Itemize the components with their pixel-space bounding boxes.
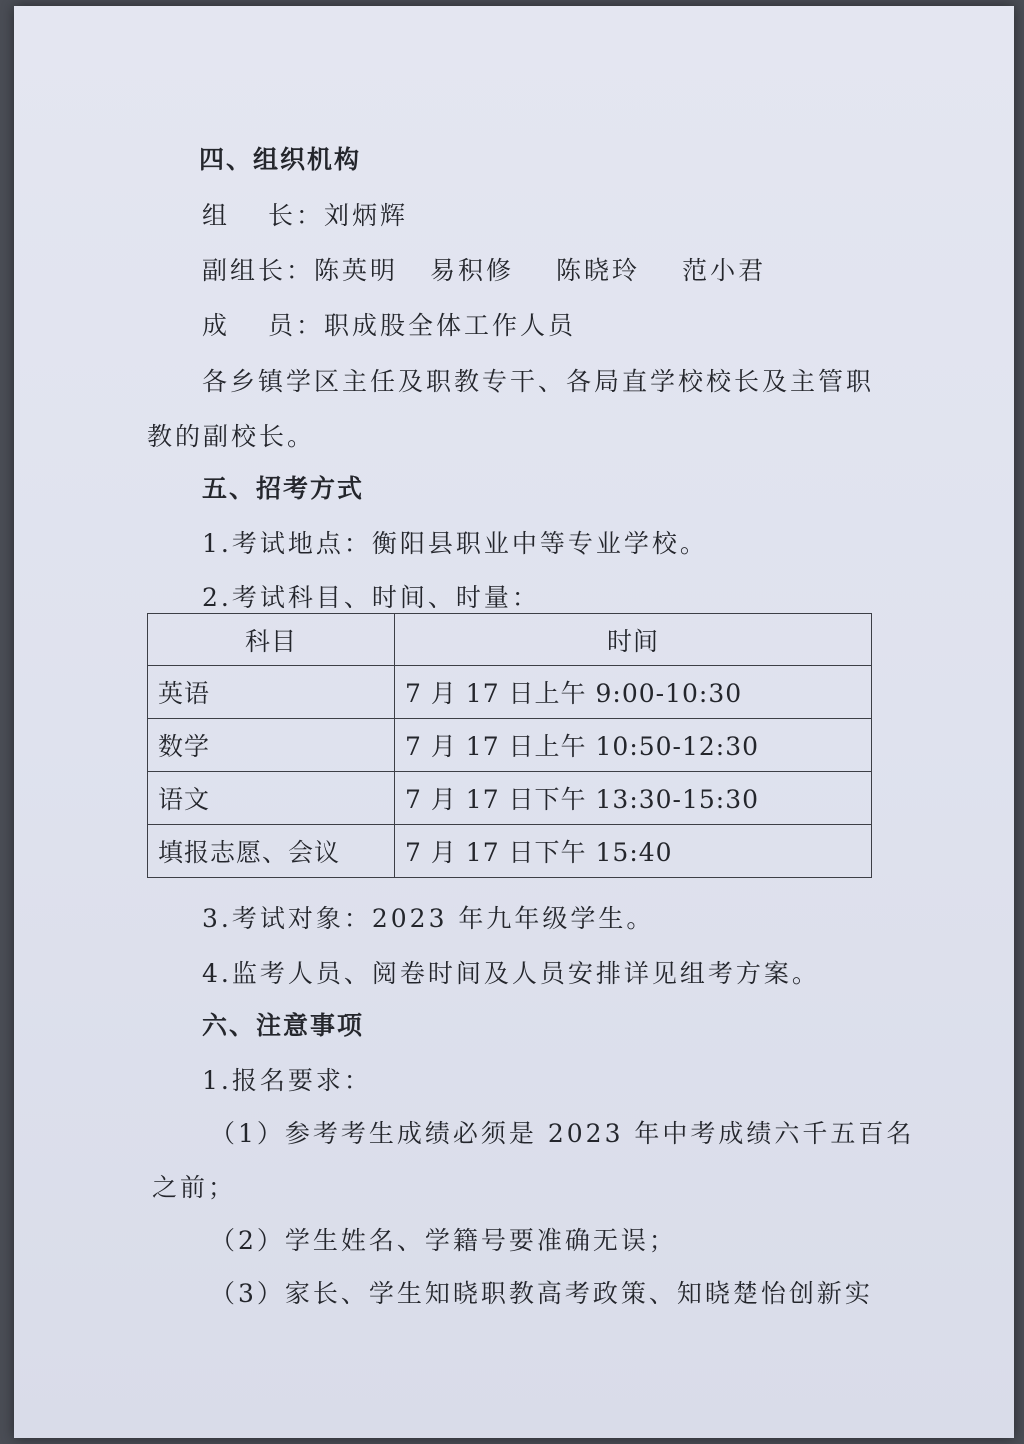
time-cell: 7 月 17 日下午 15:40	[395, 825, 872, 878]
deputy-line	[202, 251, 766, 287]
time-cell: 7 月 17 日上午 9:00-10:30	[395, 666, 872, 719]
document-page	[14, 6, 1014, 1438]
leader-label-end: 长：	[268, 201, 325, 230]
exam-subjects-title: 2.考试科目、时间、时量：	[202, 583, 540, 612]
subject-cell: 填报志愿、会议	[148, 825, 395, 878]
members-paragraph: 各乡镇学区主任及职教专干、各局直学校校长及主管职	[202, 367, 875, 396]
subject-cell: 语文	[148, 772, 395, 825]
deputy-name: 易积修	[430, 256, 515, 285]
table-header-row	[148, 614, 872, 666]
time-cell: 7 月 17 日上午 10:50-12:30	[395, 719, 872, 772]
requirement-2: （2）学生姓名、学籍号要准确无误；	[210, 1226, 677, 1255]
members-text: 职成股全体工作人员	[324, 311, 577, 340]
subject-cell: 英语	[148, 666, 395, 719]
member-label: 成	[202, 311, 231, 340]
members-paragraph-cont: 教的副校长。	[147, 422, 316, 451]
deputy-name: 陈晓玲	[556, 256, 641, 285]
table-row	[148, 666, 872, 719]
section-6-heading: 六、注意事项	[202, 1011, 365, 1040]
section-4-heading: 四、组织机构	[199, 145, 362, 174]
member-line	[202, 306, 576, 342]
table-row	[148, 772, 872, 825]
header-subject: 科目	[148, 614, 395, 666]
member-label-end: 员：	[268, 311, 325, 340]
requirement-1-cont: 之前；	[152, 1173, 237, 1202]
exam-staff: 4.监考人员、阅卷时间及人员安排详见组考方案。	[202, 959, 820, 988]
exam-schedule-table	[147, 613, 872, 878]
registration-title: 1.报名要求：	[202, 1066, 372, 1095]
leader-line	[202, 196, 408, 232]
table-row	[148, 825, 872, 878]
header-time: 时间	[395, 614, 872, 666]
deputy-name: 陈英明	[314, 256, 399, 285]
exam-target: 3.考试对象：2023 年九年级学生。	[202, 904, 655, 933]
section-5-heading: 五、招考方式	[202, 474, 365, 503]
leader-name: 刘炳辉	[324, 201, 409, 230]
deputy-label: 副组长：	[202, 256, 315, 285]
leader-label: 组	[202, 201, 231, 230]
time-cell: 7 月 17 日下午 13:30-15:30	[395, 772, 872, 825]
requirement-1: （1）参考考生成绩必须是 2023 年中考成绩六千五百名	[210, 1119, 915, 1148]
subject-cell: 数学	[148, 719, 395, 772]
deputy-name: 范小君	[682, 256, 767, 285]
exam-location: 1.考试地点：衡阳县职业中等专业学校。	[202, 529, 708, 558]
table-row	[148, 719, 872, 772]
requirement-3: （3）家长、学生知晓职教高考政策、知晓楚怡创新实	[210, 1279, 873, 1308]
